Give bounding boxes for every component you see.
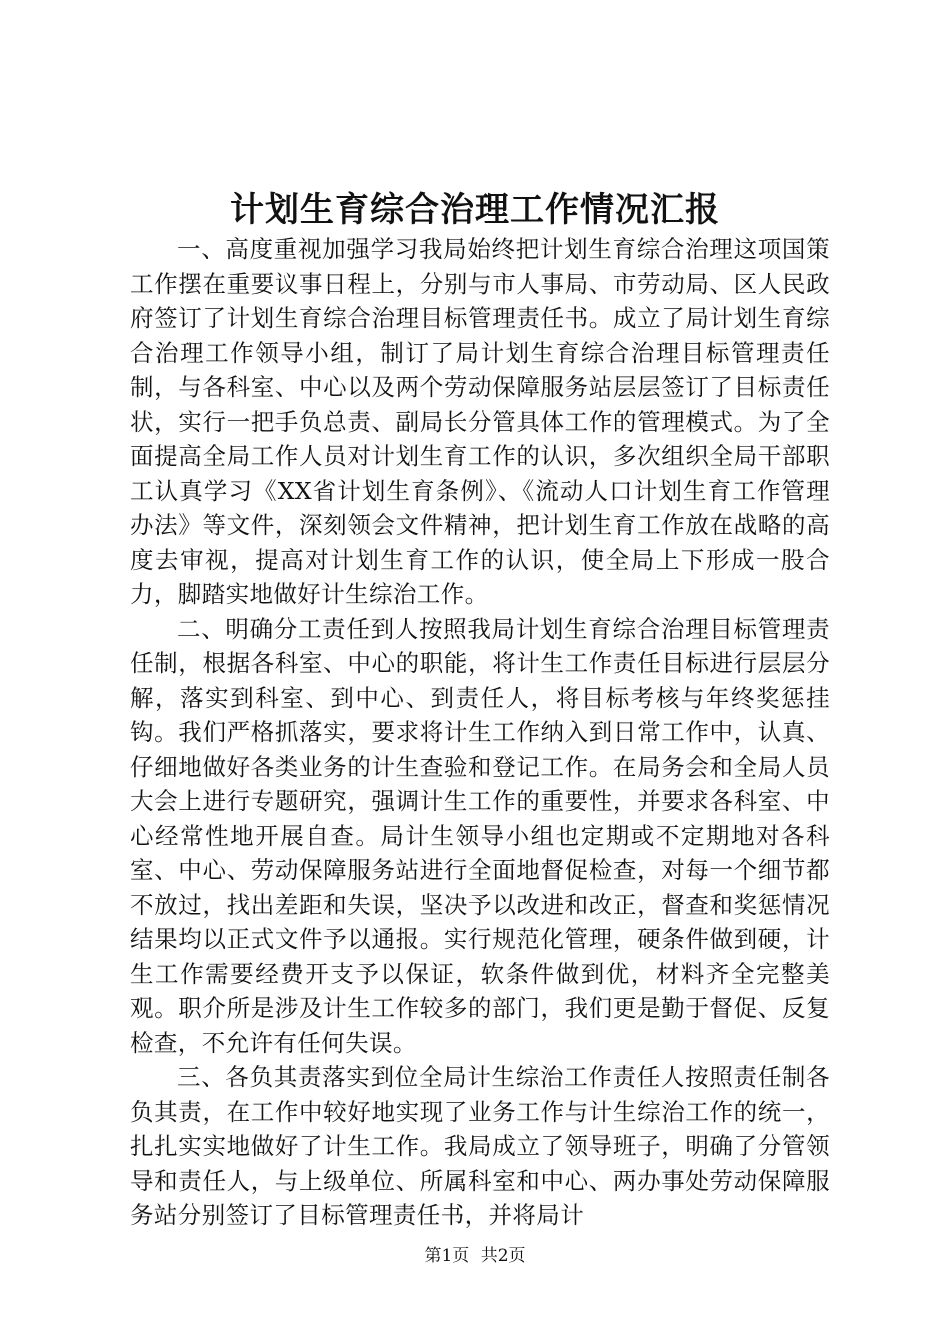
paragraph-3: 三、各负其责落实到位全局计生综治工作责任人按照责任制各负其责，在工作中较好地实现了业务工作与计生综治工作的统一，扎扎实实地做好了计生工作。我局成立了领导班子，明确了分管领导和责任人，与上级单位、所属科室和中心、两办事处劳动保障服务站分别签订了目标管理责任书，并将局计 — [130, 1063, 830, 1229]
page-number: 第1页 — [424, 1246, 470, 1266]
page-footer — [0, 1244, 950, 1268]
document-body — [130, 232, 830, 1233]
paragraph-1: 一、高度重视加强学习我局始终把计划生育综合治理这项国策工作摆在重要议事日程上，分别与市人事局、市劳动局、区人民政府签订了计划生育综合治理目标管理责任书。成立了局计划生育综合治理工作领导小组，制订了局计划生育综合治理目标管理责任制，与各科室、中心以及两个劳动保障服务站层层签订了目标责任状，实行一把手负总责、副局长分管具体工作的管理模式。为了全面提高全局工作人员对计划生育工作的认识，多次组织全局干部职工认真学习《XX省计划生育条例》、《流动人口计划生育工作管理办法》等文件，深刻领会文件精神，把计划生育工作放在战略的高度去审视，提高对计划生育工作的认识，使全局上下形成一股合力，脚踏实地做好计生综治工作。 — [130, 235, 830, 608]
paragraph-2: 二、明确分工责任到人按照我局计划生育综合治理目标管理责任制，根据各科室、中心的职能，将计生工作责任目标进行层层分解，落实到科室、到中心、到责任人，将目标考核与年终奖惩挂钩。我们严格抓落实，要求将计生工作纳入到日常工作中，认真、仔细地做好各类业务的计生查验和登记工作。在局务会和全局人员大会上进行专题研究，强调计生工作的重要性，并要求各科室、中心经常性地开展自查。局计生领导小组也定期或不定期地对各科室、中心、劳动保障服务站进行全面地督促检查，对每一个细节都不放过，找出差距和失误，坚决予以改进和改正，督查和奖惩情况结果均以正式文件予以通报。实行规范化管理，硬条件做到硬，计生工作需要经费开支予以保证，软条件做到优，材料齐全完整美观。职介所是涉及计生工作较多的部门，我们更是勤于督促、反复检查，不允许有任何失误。 — [130, 614, 830, 1057]
document-title: 计划生育综合治理工作情况汇报 — [230, 190, 720, 230]
page-total: 共2页 — [480, 1246, 526, 1266]
